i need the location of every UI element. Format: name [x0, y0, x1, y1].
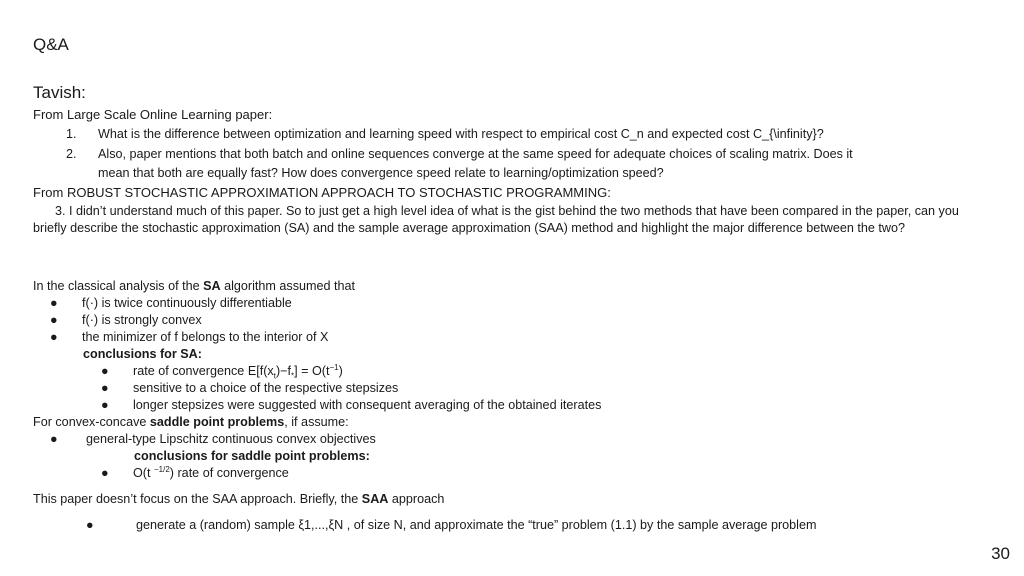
sa-conclusion-text: longer stepsizes were suggested with consequent averaging of the obtained iterates	[133, 398, 602, 412]
assumption-text: the minimizer of f belongs to the interior of X	[82, 330, 329, 344]
bullet-icon: ●	[101, 381, 109, 395]
page-number: 30	[991, 544, 1010, 563]
sa-conclusion-item	[101, 363, 343, 380]
saddle-text-end: , if assume:	[284, 415, 349, 429]
saa-intro	[33, 491, 444, 508]
saa-bullet-text: generate a (random) sample ξ1,...,ξN , of size N, and approximate the “true” problem (1.1) by the sample average problem	[136, 518, 817, 532]
saddle-intro	[33, 414, 349, 431]
bullet-icon: ●	[101, 398, 109, 412]
bullet-icon: ●	[50, 330, 58, 344]
answer-intro	[33, 278, 355, 295]
intro-text-end: algorithm assumed that	[220, 279, 356, 293]
question-number: 1.	[66, 127, 77, 141]
question-text: What is the difference between optimization and learning speed with respect to empirical cost C_n and expected cost C_{\infinity}?	[98, 127, 824, 141]
question-text-line1: Also, paper mentions that both batch and online sequences converge at the same speed for adequate choices of scaling matrix. Does it	[98, 147, 853, 161]
sa-conclusion-text: rate of convergence $E[f(x_t)-f_*] = O(t^{-1})$	[133, 362, 343, 381]
saddle-bold: saddle point problems	[149, 415, 285, 429]
bullet-icon: ●	[50, 432, 58, 446]
question-2	[66, 146, 853, 163]
conclusions-sa-bold: conclusions for SA:	[83, 347, 202, 361]
saddle-assumption-text: general-type Lipschitz continuous convex objectives	[86, 432, 376, 446]
question-number: 2.	[66, 147, 77, 161]
conclusions-saddle-bold: conclusions for saddle point problems:	[134, 449, 370, 463]
saa-text: This paper doesn’t focus on the SAA approach. Briefly, the	[33, 492, 362, 506]
bullet-icon: ●	[86, 518, 94, 532]
assumption-item	[50, 329, 328, 346]
saa-bold: SAA	[361, 492, 389, 506]
sa-conclusion-item	[101, 397, 601, 414]
intro-text: In the classical analysis of the	[33, 279, 204, 293]
assumption-text: f(·) is twice continuously differentiable	[82, 296, 292, 310]
slide-title: Q&A	[33, 35, 69, 54]
saa-text-end: approach	[388, 492, 445, 506]
saa-bullet-item	[86, 517, 816, 534]
assumption-item	[50, 295, 292, 312]
paper2-header: From ROBUST STOCHASTIC APPROXIMATION APPROACH TO STOCHASTIC PROGRAMMING:	[33, 185, 611, 200]
saddle-text: For convex-concave	[33, 415, 150, 429]
question-1	[66, 126, 824, 143]
bullet-icon: ●	[50, 313, 58, 327]
assumption-item	[50, 312, 202, 329]
question-3: 3. I didn’t understand much of this paper. So to just get a high level idea of what is the gist behind the two methods that have been compared in the paper, can you briefly describe the stochastic approximation (SA) and the sample average approximation (SAA) method and highlight the major difference between the two?	[33, 204, 959, 235]
saddle-conclusion-item	[101, 465, 289, 482]
bullet-icon: ●	[50, 296, 58, 310]
saddle-conclusion-text: O(t $^{-1/2}$) rate of convergence	[133, 464, 289, 480]
bullet-icon: ●	[101, 364, 109, 378]
saddle-assumption-item	[50, 431, 376, 448]
assumption-text: f(·) is strongly convex	[82, 313, 202, 327]
intro-bold: SA	[203, 279, 221, 293]
sa-conclusion-text: sensitive to a choice of the respective stepsizes	[133, 381, 399, 395]
speaker-name: Tavish:	[33, 83, 86, 102]
conclusions-saddle-label	[134, 448, 370, 465]
question-2-line2: mean that both are equally fast? How does convergence speed relate to learning/optimization speed?	[98, 166, 664, 180]
conclusions-sa-label	[83, 346, 202, 363]
paper1-header: From Large Scale Online Learning paper:	[33, 107, 273, 122]
bullet-icon: ●	[101, 466, 109, 480]
sa-conclusion-item	[101, 380, 398, 397]
